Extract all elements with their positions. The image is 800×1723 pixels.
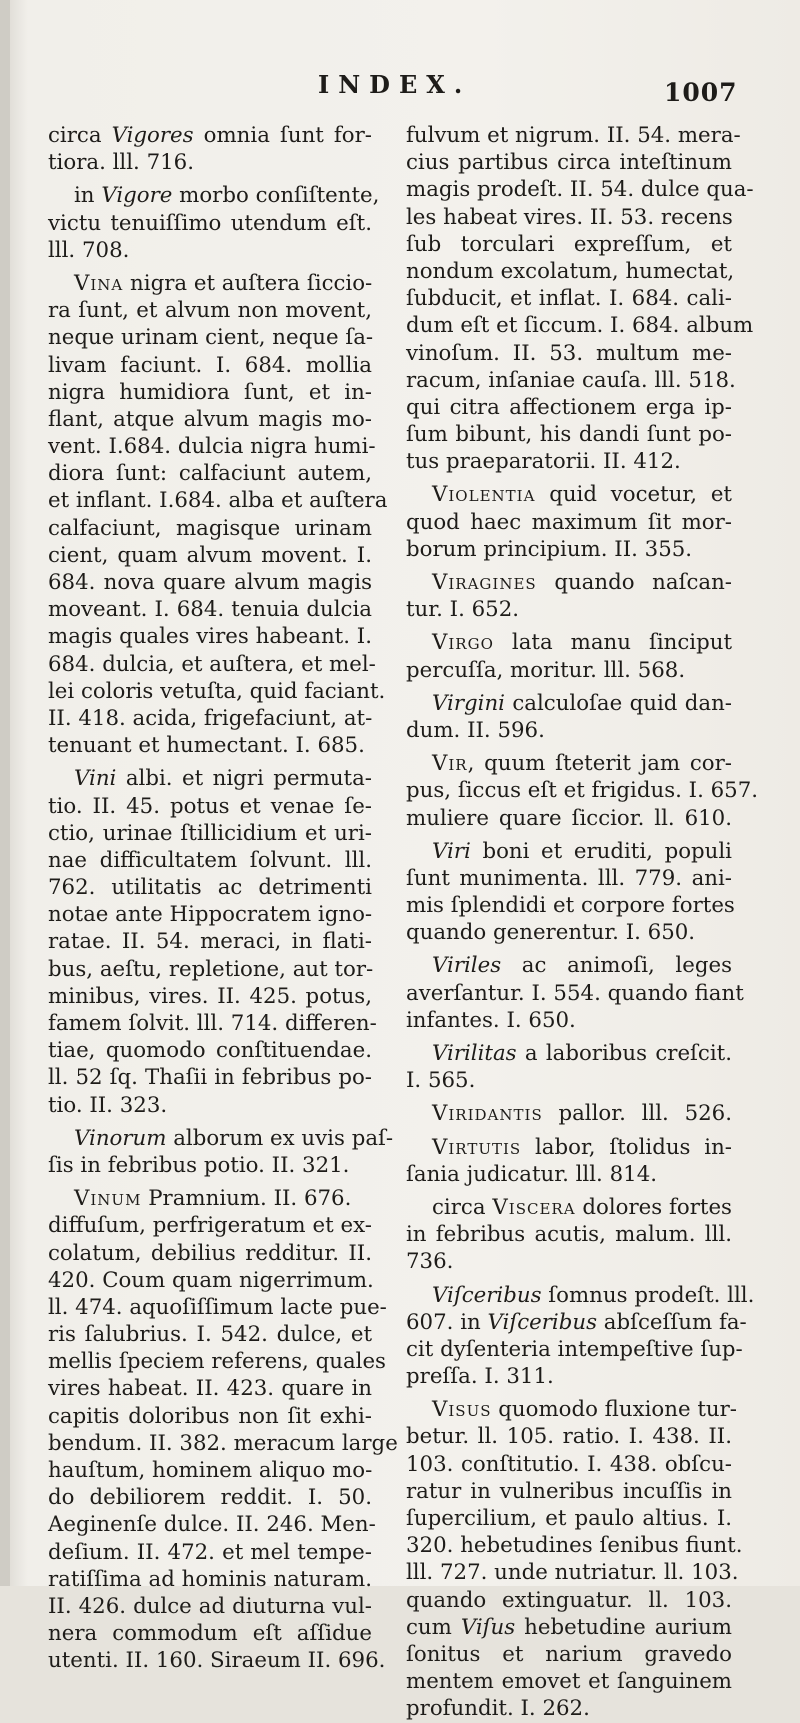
left-column [48, 122, 398, 1675]
text-line [48, 623, 372, 650]
text-segment: bus, aeſtu, repletione, aut tor- [48, 956, 374, 982]
index-entry [406, 1282, 755, 1391]
text-segment: ſunt munimenta. lll. 779. ani- [406, 865, 732, 891]
text-line [406, 340, 732, 367]
text-segment: nondum excolatum, humectat, [406, 258, 735, 284]
text-line [48, 705, 372, 732]
text-line [406, 865, 732, 892]
text-line [406, 569, 732, 596]
text-segment: capitis doloribus non ſit exhi- [48, 1403, 372, 1429]
text-line [48, 460, 372, 487]
text-segment: pallor. lll. 526. [542, 1101, 732, 1127]
text-line [48, 324, 372, 351]
text-line [48, 956, 372, 983]
text-segment: , quum ſteterit jam cor- [467, 751, 732, 777]
text-segment: 420. Coum quam nigerrimum. [48, 1267, 374, 1293]
text-line [406, 149, 732, 176]
text-line [48, 983, 372, 1010]
text-segment: omnia ſunt for- [193, 123, 372, 148]
text-line [406, 394, 732, 421]
index-headword: Vir [432, 751, 468, 777]
text-segment: vires habeat. II. 423. quare in [48, 1376, 372, 1402]
index-headword: Viri [432, 838, 471, 864]
text-segment: nigra et auſtera ſiccio- [123, 270, 373, 296]
text-segment: hauſtum, hominem aliquo mo- [48, 1458, 373, 1483]
text-line [406, 1532, 743, 1559]
text-segment: pus, ſiccus eſt et frigidus. I. 657. [406, 778, 759, 804]
page-number: 1007 [664, 78, 738, 107]
text-segment: cient, quam alvum movent. I. [48, 542, 372, 568]
running-head [0, 70, 800, 110]
index-entry [406, 1100, 732, 1127]
text-segment: morbo conſiſtente, [172, 183, 380, 209]
text-segment: ac animoſi, leges [501, 953, 732, 979]
text-line [406, 1007, 732, 1034]
text-line [48, 149, 372, 176]
text-line [406, 1161, 732, 1188]
text-segment: qui citra affectionem erga ip- [406, 394, 732, 420]
text-segment: minibus, vires. II. 425. potus, [48, 983, 372, 1009]
page-gutter-shadow [0, 0, 10, 1586]
text-segment: abſceſſum fa- [597, 1309, 747, 1335]
index-entry [406, 122, 754, 475]
text-segment: diffuſum, perfrigeratum et ex- [48, 1213, 372, 1239]
text-segment: ctio, urinae ſtillicidium et uri- [48, 820, 372, 846]
text-segment: 684. nova quare alvum magis [48, 570, 372, 595]
text-line [48, 1321, 372, 1348]
text-segment: cum [406, 1614, 461, 1640]
text-line [48, 847, 372, 874]
text-segment: magis quales vires habeant. I. [48, 624, 372, 650]
text-line [406, 1396, 737, 1423]
text-line [48, 1593, 372, 1620]
text-segment: calculoſae quid dan- [504, 690, 732, 716]
text-segment: dolores fortes [575, 1194, 732, 1220]
text-line [406, 1067, 732, 1094]
index-headword: Viſceribus [432, 1282, 542, 1308]
text-segment: Aeginenſe dulce. II. 246. Men- [48, 1512, 376, 1538]
text-segment: ll. 474. aquoſiſſimum lacte pue- [48, 1294, 387, 1320]
text-segment: I. 565. [406, 1068, 476, 1094]
text-line [48, 569, 372, 596]
text-line [48, 1152, 372, 1179]
text-line [48, 1484, 372, 1511]
text-segment: nae difficultatem ſolvunt. lll. [48, 847, 372, 873]
index-entry [406, 629, 732, 683]
text-line [406, 1363, 732, 1390]
text-segment: flant, atque alvum magis mo- [48, 406, 372, 432]
text-line [406, 980, 744, 1007]
index-entry [48, 1185, 398, 1674]
text-segment: vinoſum. II. 53. multum me- [406, 340, 732, 366]
text-line [48, 1566, 372, 1593]
text-segment: ratiſſima ad hominis naturam. [48, 1566, 372, 1592]
text-segment: hebetudine aurium [515, 1614, 733, 1640]
text-segment: nigra humidiora ſunt, et in- [48, 379, 372, 405]
text-line [48, 1620, 372, 1647]
text-line [406, 717, 732, 744]
text-line [406, 1336, 743, 1363]
text-segment: dum eſt et ſiccum. I. 684. album [406, 313, 754, 339]
text-segment: II. 426. dulce ad diuturna vul- [48, 1593, 372, 1619]
text-segment: ſub torculari expreſſum, et [406, 231, 732, 257]
text-segment: famem ſolvit. lll. 714. differen- [48, 1011, 377, 1036]
text-segment: 736. [406, 1249, 454, 1275]
index-entry [406, 481, 732, 563]
index-headword: Viridantis [432, 1101, 543, 1127]
text-segment: colatum, debilius redditur. II. [48, 1240, 372, 1266]
text-line [406, 509, 732, 536]
text-line [406, 1248, 732, 1275]
text-segment: quomodo fluxione tur- [491, 1397, 737, 1423]
text-line [406, 1478, 732, 1505]
text-segment: averſantur. I. 554. quando fiant [406, 980, 744, 1006]
text-line [406, 1194, 732, 1221]
index-entry [406, 690, 732, 744]
text-segment: mentem emovet et ſanguinem [406, 1669, 732, 1695]
text-segment: quando generentur. I. 650. [406, 920, 696, 946]
text-segment: 684. dulcia, et auſtera, et mel- [48, 651, 376, 677]
text-segment: tio. II. 45. potus et venae ſe- [48, 793, 372, 819]
text-line [406, 892, 735, 919]
text-segment: notae ante Hippocratem igno- [48, 902, 373, 928]
text-line [406, 1134, 732, 1161]
index-entry [406, 750, 759, 832]
index-entry [406, 838, 735, 947]
text-line [406, 1451, 732, 1478]
index-headword: Viscera [492, 1194, 576, 1220]
text-segment: boni et eruditi, populi [470, 838, 732, 864]
index-headword: Vinorum [74, 1125, 167, 1151]
text-line [48, 1092, 372, 1119]
text-line [48, 182, 380, 209]
text-line [48, 1457, 372, 1484]
text-line [48, 1212, 372, 1239]
text-segment: quid vocetur, et [535, 482, 732, 508]
text-segment: neque urinam cient, neque ſa- [48, 325, 374, 351]
text-line [406, 481, 732, 508]
text-segment: mellis ſpeciem referens, quales [48, 1349, 386, 1375]
index-headword: Vinum [74, 1186, 142, 1212]
index-headword: Vigores [111, 123, 194, 148]
text-line [48, 901, 372, 928]
text-segment: 320. hebetudines ſenibus fiunt. [406, 1533, 743, 1559]
index-entry [406, 1396, 743, 1722]
text-line [48, 542, 372, 569]
text-line [48, 379, 372, 406]
text-line [48, 874, 372, 901]
index-headword: Violentia [432, 482, 536, 508]
text-segment: victu tenuiſſimo utendum eſt. [48, 210, 372, 236]
text-line [48, 1125, 394, 1152]
text-line [406, 312, 754, 339]
text-line [48, 596, 372, 623]
text-segment: ratae. II. 54. meraci, in flati- [48, 929, 372, 955]
text-line [48, 678, 386, 705]
text-segment: ſonitus et narium gravedo [406, 1641, 732, 1667]
index-entry [48, 182, 380, 264]
text-line [48, 1348, 386, 1375]
text-line [406, 1668, 732, 1695]
text-line [406, 777, 759, 804]
text-segment: do debiliorem reddit. I. 50. [48, 1485, 372, 1511]
text-line [406, 176, 754, 203]
text-segment: cit dyſenteria intempeſtive ſup- [406, 1336, 743, 1362]
text-line [406, 285, 732, 312]
index-headword: Viſceribus [487, 1309, 598, 1335]
index-headword: Virgini [432, 690, 505, 716]
right-column [406, 122, 759, 1723]
text-line [48, 1511, 376, 1538]
text-segment: dum. II. 596. [406, 717, 545, 743]
index-headword: Virtutis [432, 1134, 522, 1160]
text-line [48, 1064, 372, 1091]
text-line [48, 1267, 372, 1294]
text-line [48, 1185, 372, 1212]
text-segment: infantes. I. 650. [406, 1007, 576, 1033]
text-line [406, 657, 732, 684]
text-line [48, 406, 372, 433]
text-line [406, 258, 735, 285]
index-headword: Virilitas [432, 1041, 517, 1066]
text-segment: quando extinguatur. ll. 103. [406, 1587, 732, 1613]
index-entry [48, 765, 377, 1118]
text-segment: lll. 727. unde nutriatur. ll. 103. [406, 1560, 739, 1586]
text-segment: in febribus acutis, malum. lll. [406, 1222, 732, 1248]
text-segment: tus praeparatorii. II. 412. [406, 449, 681, 475]
index-entry [406, 569, 732, 623]
text-segment: 607. in [406, 1309, 488, 1335]
text-line [406, 1040, 732, 1067]
index-entry [406, 1040, 732, 1094]
text-line [48, 1037, 372, 1064]
text-line [406, 1282, 755, 1309]
text-line [406, 805, 732, 832]
text-line [48, 1240, 372, 1267]
index-headword: Viragines [432, 570, 537, 595]
index-entry [48, 270, 388, 759]
index-entry [406, 1194, 732, 1276]
text-segment: muliere quare ſiccior. ll. 610. [406, 805, 732, 831]
text-segment: livam faciunt. I. 684. mollia [48, 352, 372, 378]
text-segment: alborum ex uvis paſ- [166, 1125, 394, 1151]
text-line [406, 596, 732, 623]
text-line [406, 204, 732, 231]
text-segment: deſium. II. 472. et mel tempe- [48, 1539, 372, 1565]
text-segment: betur. ll. 105. ratio. I. 438. II. [406, 1424, 732, 1450]
text-segment: fulvum et nigrum. II. 54. mera- [406, 123, 741, 148]
index-headword: Viſus [460, 1614, 516, 1640]
text-segment: ſis in febribus potio. II. 321. [48, 1152, 350, 1178]
text-line [406, 1309, 747, 1336]
text-segment: lata manu ſinciput [493, 630, 732, 656]
text-line [406, 838, 732, 865]
text-line [48, 270, 372, 297]
text-segment: tiora. lll. 716. [48, 150, 195, 176]
text-segment: borum principium. II. 355. [406, 536, 693, 562]
text-segment: tur. I. 652. [406, 597, 520, 623]
text-line [48, 820, 372, 847]
text-segment: ris ſalubrius. I. 542. dulce, et [48, 1322, 372, 1348]
text-line [48, 793, 372, 820]
text-segment: tio. II. 323. [48, 1092, 168, 1118]
text-line [48, 1403, 372, 1430]
text-segment: cius partibus circa inteſtinum [406, 150, 732, 176]
text-line [48, 122, 372, 149]
index-headword: Vigore [101, 183, 173, 209]
text-line [406, 1695, 732, 1722]
text-segment: a laboribus creſcit. [516, 1041, 732, 1066]
text-line [48, 765, 372, 792]
text-line [406, 919, 732, 946]
text-line [406, 629, 732, 656]
text-segment: ſupercilium, et paulo altius. I. [406, 1506, 732, 1531]
text-segment: et inflant. I.684. alba et auſtera [48, 488, 388, 514]
text-segment: ratur in vulneribus incuſſis in [406, 1478, 732, 1504]
text-segment: in [74, 183, 102, 209]
text-segment: tenuant et humectant. I. 685. [48, 733, 365, 759]
text-line [406, 1614, 732, 1641]
text-line [406, 1587, 732, 1614]
text-segment: 762. utilitatis ac detrimenti [48, 875, 372, 901]
text-segment: tiae, quomodo conſtituendae. [48, 1038, 372, 1064]
text-line [48, 1294, 387, 1321]
text-segment: les habeat vires. II. 53. recens [406, 204, 733, 230]
text-segment: ſubducit, et inflat. I. 684. cali- [406, 286, 732, 312]
index-entry [48, 1125, 394, 1179]
text-segment: II. 418. acida, frigefaciunt, at- [48, 705, 373, 731]
text-line [48, 1647, 386, 1674]
text-segment: bendum. II. 382. meracum large [48, 1430, 398, 1456]
text-line [406, 448, 732, 475]
text-line [48, 352, 372, 379]
text-segment: diora ſunt: calfaciunt autem, [48, 461, 372, 487]
text-segment: ſania judicatur. lll. 814. [406, 1161, 658, 1187]
text-line [406, 122, 741, 149]
text-line [406, 952, 732, 979]
text-line [48, 1539, 372, 1566]
text-segment: ll. 52 ſq. Thaſii in febribus po- [48, 1065, 372, 1091]
text-line [48, 1010, 377, 1037]
text-segment: labor, ſtolidus in- [521, 1134, 732, 1160]
text-segment: quando naſcan- [536, 570, 732, 595]
index-entry [48, 122, 372, 176]
text-segment: lei coloris vetuſta, quid faciant. [48, 678, 386, 704]
text-line [48, 487, 388, 514]
text-segment: profundit. I. 262. [406, 1696, 590, 1722]
text-line [406, 750, 732, 777]
text-segment: nera commodum eſt aſſidue [48, 1621, 372, 1647]
text-line [406, 536, 732, 563]
index-headword: Vini [74, 766, 117, 792]
index-entry [406, 1134, 732, 1188]
text-segment: moveant. I. 684. tenuia dulcia [48, 597, 372, 623]
text-segment: ſomnus prodeſt. lll. [541, 1282, 755, 1308]
index-headword: Virgo [432, 630, 494, 656]
text-segment: ra ſunt, et alvum non movent, [48, 298, 372, 324]
text-segment: circa [48, 123, 112, 148]
text-line [406, 1505, 732, 1532]
index-headword: Viriles [432, 953, 502, 979]
text-line [406, 1221, 732, 1248]
text-segment: albi. et nigri permuta- [116, 766, 372, 792]
page-title: INDEX. [318, 70, 472, 99]
text-line [48, 928, 372, 955]
text-line [406, 1641, 732, 1668]
text-line [406, 1100, 732, 1127]
text-segment: preſſa. I. 311. [406, 1364, 554, 1390]
text-segment: calfaciunt, magisque urinam [48, 515, 372, 541]
text-line [406, 367, 736, 394]
text-line [48, 297, 372, 324]
text-segment: magis prodeſt. II. 54. dulce qua- [406, 177, 754, 203]
text-segment: circa [432, 1194, 493, 1220]
text-line [48, 651, 376, 678]
text-line [48, 515, 372, 542]
text-segment: quod haec maximum ſit mor- [406, 509, 732, 535]
text-segment: utenti. II. 160. Siraeum II. 696. [48, 1648, 386, 1674]
text-line [48, 210, 372, 237]
text-segment: Pramnium. II. 676. [141, 1186, 352, 1212]
text-line [406, 1559, 739, 1586]
text-segment: 103. conſtitutio. I. 438. obſcu- [406, 1451, 732, 1477]
text-line [48, 237, 372, 264]
text-line [48, 732, 372, 759]
text-line [48, 1430, 398, 1457]
text-segment: lll. 708. [48, 237, 130, 263]
index-entry [406, 952, 744, 1034]
index-headword: Visus [432, 1397, 492, 1423]
text-segment: mis ſplendidi et corpore fortes [406, 893, 735, 919]
text-segment: ſum bibunt, his dandi ſunt po- [406, 422, 732, 448]
text-line [406, 231, 732, 258]
index-headword: Vina [74, 270, 124, 296]
text-line [406, 421, 732, 448]
text-line [48, 433, 376, 460]
text-line [406, 690, 732, 717]
text-line [48, 1375, 372, 1402]
text-segment: percuſſa, moritur. lll. 568. [406, 657, 686, 683]
text-line [406, 1423, 732, 1450]
text-segment: vent. I.684. dulcia nigra humi- [48, 434, 376, 460]
text-segment: racum, inſaniae cauſa. lll. 518. [406, 367, 736, 393]
